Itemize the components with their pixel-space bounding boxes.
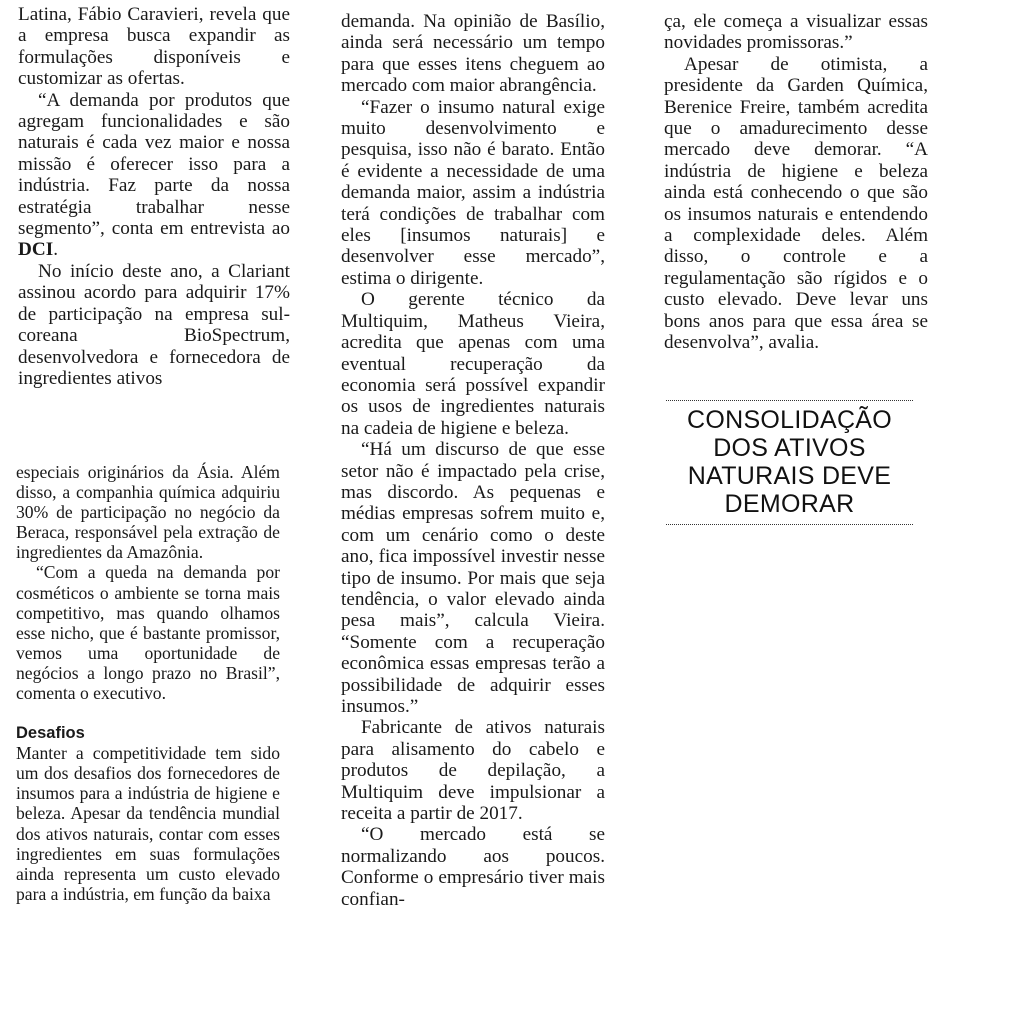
paragraph: Latina, Fábio Caravieri, revela que a empresa busca expandir as formulações disponíveis e customizar as ofertas. — [18, 4, 290, 90]
pull-quote-line: CONSOLIDAÇÃO — [686, 406, 893, 434]
paragraph-quote: “Há um discurso de que esse setor não é impactado pela crise, mas discordo. As pequenas e médias empresas sofrem muito e, com um cenário como o deste ano, fica impossível investir nesse tipo de insumo. Por mais que seja tendência, o valor elevado ainda pesa mais”, calcula Vieira. “Somente com a recuperação econômica essas empresas terão a possibilidade de adquirir esses insumos.” — [341, 439, 605, 717]
paragraph: demanda. Na opinião de Basílio, ainda será necessário um tempo para que esses itens cheguem ao mercado com maior abrangência. — [341, 11, 605, 97]
paragraph: ça, ele começa a visualizar essas novidades promissoras.” — [664, 11, 928, 54]
pull-quote-line: DEMORAR — [724, 490, 855, 518]
paragraph-quote: “Com a queda na demanda por cosméticos o ambiente se torna mais competitivo, mas quando olhamos esse nicho, que é bastante promissor, vemos uma oportunidade de negócios a longo prazo no Brasil”, comenta o executivo. — [16, 562, 280, 704]
column-3 — [664, 11, 928, 354]
paragraph: Apesar de otimista, a presidente da Garden Química, Berenice Freire, também acredita que o amadurecimento desse mercado deve demorar. “A indústria de higiene e beleza ainda está conhecendo o que são os insumos naturais e entendendo a complexidade deles. Além disso, o controle e a regulamentação são rígidos e o custo elevado. Deve levar uns bons anos para que essa área se desenvolva”, avalia. — [664, 53, 928, 354]
newspaper-name: DCI — [18, 239, 54, 261]
paragraph-quote: “O mercado está se normalizando aos poucos. Conforme o empresário tiver mais confian- — [341, 824, 605, 910]
paragraph: No início deste ano, a Clariant assinou acordo para adquirir 17% de participação na empresa sul-coreana BioSpectrum, desenvolvedora e fornecedora de ingredientes ativos — [18, 260, 290, 389]
paragraph: especiais originários da Ásia. Além disso, a companhia química adquiriu 30% de participação no negócio da Beraca, responsável pela extração de ingredientes da Amazônia. — [16, 462, 280, 563]
paragraph-quote: “A demanda por produtos que agregam funcionalidades e são naturais é cada vez maior e nossa missão é oferecer isso para a indústria. Faz parte da nossa estratégia trabalhar nesse segmento”, conta em entrevista ao DCI. — [18, 89, 290, 261]
column-2 — [341, 11, 605, 910]
paragraph: O gerente técnico da Multiquim, Matheus Vieira, acredita que apenas com uma eventual recuperação da economia será possível expandir os usos de ingredientes naturais na cadeia de higiene e beleza. — [341, 289, 605, 439]
column-1-bottom — [16, 462, 280, 904]
paragraph: Fabricante de ativos naturais para alisamento do cabelo e produtos de depilação, a Multiquim deve impulsionar a receita a partir de 2017. — [341, 717, 605, 825]
paragraph-quote: “Fazer o insumo natural exige muito desenvolvimento e pesquisa, isso não é barato. Então é evidente a necessidade de uma demanda maior, assim a indústria terá condições de trabalhar com eles [insumos naturais] e desenvolver esse mercado”, estima o dirigente. — [341, 96, 605, 289]
pull-quote — [666, 400, 913, 525]
pull-quote-line: NATURAIS DEVE — [687, 462, 892, 490]
column-1-top — [18, 4, 290, 389]
spacer — [16, 703, 280, 723]
pull-quote-line: DOS ATIVOS — [713, 434, 866, 462]
paragraph: Manter a competitividade tem sido um dos desafios dos fornecedores de insumos para a indústria de higiene e beleza. Apesar da tendência mundial dos ativos naturais, contar com esses ingredientes em suas formulações ainda representa um custo elevado para a indústria, em função da baixa — [16, 743, 280, 904]
section-subhead: Desafios — [16, 724, 85, 743]
